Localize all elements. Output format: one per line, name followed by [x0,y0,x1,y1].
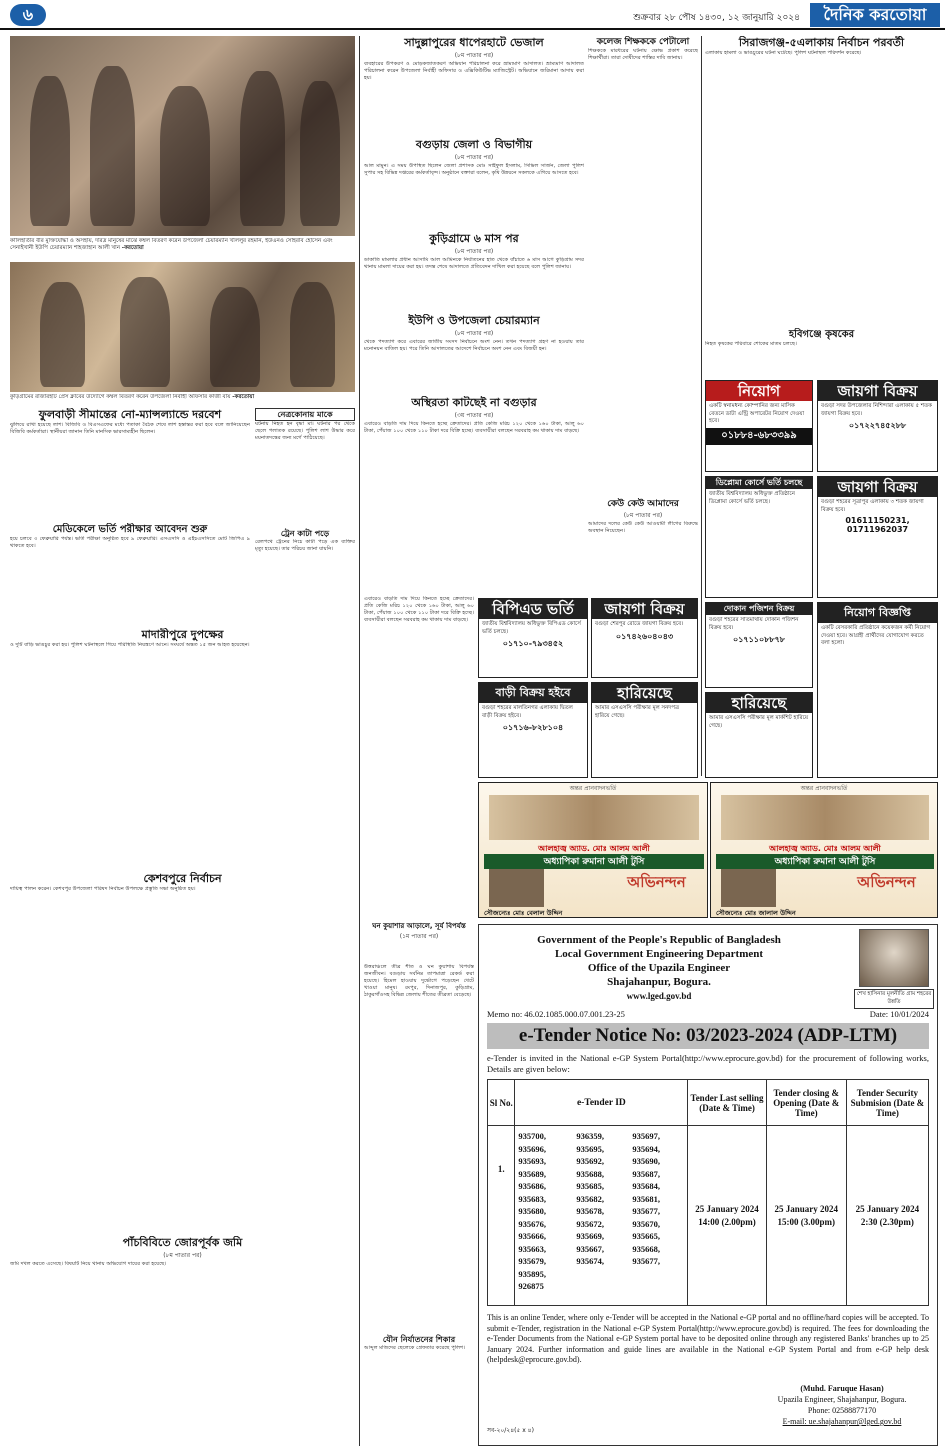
story-continued: (৮ম পাতার পর) [163,1252,202,1259]
table-cell-security: 25 January 2024 2:30 (2.30pm) [846,1126,928,1306]
banner-leader-photos [489,795,699,840]
story-madaripur [10,628,355,868]
ad-title: বিপিএড ভর্তি [479,599,587,619]
story-habiganj [705,328,938,378]
tender-website: www.lged.gov.bd [626,991,692,1001]
ad-bped [478,598,588,678]
ad-title: ডিপ্লোমা কোর্সে ভর্তি চলছে [706,477,812,489]
tender-gov-line-1: Government of the People's Republic of Bangladesh [537,934,781,946]
tender-email: E-mail: ue.shajahanpur@lged.gov.bd [782,1417,902,1426]
ad-title: জায়গা বিক্রয় [818,381,937,401]
story-title: কুড়িগ্রামে ৬ মাস পর [429,232,519,245]
story-title: কলেজ শিক্ষককে পেটালো [596,37,690,47]
story-osthirota [364,396,584,592]
story-title: কেউ কেউ আমাদের [607,499,679,509]
ad-title: নিয়োগ [706,381,812,401]
story-body-lead: এবারেও বাড়তি দাম দিয়ে কিনতে হচ্ছে ক্রেতাদের। প্রতি কেজি মরিচ ১২০ থেকে ১৬০ টাকা, আলু ৬০ টাকা, পেঁয়াজ ১০০ থেকে ১১০ টাকা দরে বিক্রি হচ্ছে। ব্যবসায়ীরা বলছেন সরবরাহ কম থাকায় দাম বাড়ছে। [364,596,474,623]
tender-ref: সব-২০/২৪(৫ x ৪) [487,1427,534,1434]
story-continued: (৮ম পাতার পর) [454,330,494,337]
story-title: ইউপি ও উপজেলা চেয়ারম্যান [408,314,540,327]
story-title: কেশবপুরে নির্বাচন [143,872,222,885]
tender-notice [478,924,938,1446]
story-keshabpur [10,872,355,1232]
tender-signature [757,1383,927,1427]
tender-table-header-row [488,1080,929,1126]
table-header-sl: Sl No. [488,1080,515,1126]
banner-ad-2 [710,782,938,918]
photo-blanket-distribution-1 [10,36,355,236]
story-panchbibi [10,1236,355,1446]
story-body: ডাকাতি মামলার প্রধান আসামি আল আমিনকে নির্যাতনের হাত থেকে বাঁচাতে ৬ মাস আগে কুড়িগ্রাম সদর থানায় মামলা দায়ের করা হয়। তদন্ত শেষে আদালতে প্রতিবেদন দাখিল করা হয়েছে বলে পুলিশ জানায়। [364,257,584,270]
issue-date: শুক্রবার ২৮ পৌষ ১৪৩০, ১২ জানুয়ারি ২০২৪ [633,13,800,23]
ad-title: নিয়োগ বিজ্ঞপ্তি [818,603,937,623]
tender-gov-line-4: Shajahanpur, Bogura. [607,976,711,988]
banner-name-2: অধ্যাপিকা রুমানা আলী টুসি [716,854,934,869]
story-title: হবিগঞ্জে কৃষকের [788,329,855,340]
ad-body: বগুড়া শহরের সাতমাথায় দোকান পজিশন বিক্রয় হবে। [709,617,799,631]
tender-signer-name: (Muhd. Faruque Hasan) [800,1384,884,1393]
tender-gov-line-3: Office of the Upazila Engineer [587,962,731,974]
ad-body: বগুড়া শহরের মালতিনগর এলাকায় দ্বিতল বাড়ী বিক্রয় হইবে। [482,705,573,719]
ad-body: বগুড়া সদর উপজেলার নিশিন্দারা এলাকায় ৫ শতক জায়গা বিক্রয় হবে। [821,403,933,417]
story-title: সিরাজগঞ্জ-৫এলাকায় নির্বাচন পরবর্তী [738,36,905,49]
table-cell-selling: 25 January 2024 14:00 (2.00pm) [688,1126,766,1306]
ad-bari [478,682,588,778]
story-continued: (৮ম পাতার পর) [454,248,494,255]
banner-top-text: অন্তর প্রানবাদনভর্তি [800,785,848,792]
ad-phone: 01611150231, 01711962037 [845,516,910,534]
ad-body: বগুড়া শহরের সূত্রাপুর এলাকায় ৩ শতক জায়গা বিক্রয় হবে। [821,499,924,513]
story-body: হয়ে চলবে ৩ ফেব্রুয়ারি পর্যন্ত। ভর্তি পরীক্ষা অনুষ্ঠিত হবে ৯ ফেব্রুয়ারি। এসএসসি ও এইচএসসিতে মোট জিপিএ ৯ থাকতে হবে। [10,536,250,549]
ad-jayga-3 [591,598,698,678]
story-body: দায়িত্ব পালন করেন। কেশবপুর উপজেলা পরিষদ নির্বাচন উপলক্ষে প্রস্তুতি সভা অনুষ্ঠিত হয়। [10,886,196,892]
story-body: এবারেও বাড়তি দাম দিয়ে কিনতে হচ্ছে ক্রেতাদের। প্রতি কেজি মরিচ ১২০ থেকে ১৬০ টাকা, আলু ৬০ টাকা, পেঁয়াজ ১০০ থেকে ১১০ টাকা দরে বিক্রি হচ্ছে। ব্যবসায়ীরা বলছেন সরবরাহ কম থাকায় দাম বাড়ছে। [364,421,584,434]
banner-name-1: আলহাজ্ব অ্যাড. মোঃ আলম আলী [538,844,650,853]
photo-caption-1: কালিহাতীর বীর মুক্তিযোদ্ধা ও অসহায়, দরিদ্র মানুষের মাঝে কম্বল বিতরণ করেন উপজেলা চেয়ারম্যান খলিলুর রহমান, ইউএনও সোহরাব হোসেন এবং সেনাইখানী ইউপি চেয়ারম্যান শাহজাহান আলী খান -করতোয়া [10,238,333,251]
ad-title: জায়গা বিক্রয় [592,599,697,619]
tender-gov-line-2: Local Government Engineering Department [554,948,764,960]
ad-phone: ০১৭৪২৬০৪০৪৩ [615,631,674,641]
story-title: ট্রেন কাটা পড়ে [280,529,330,538]
banner-sender-photo [489,869,544,907]
story-vhejal [364,36,584,136]
ad-title: হারিয়েছে [592,683,697,703]
story-continued: (৮ম পাতার পর) [454,154,494,161]
ad-body: জাতীয় বিশ্ববিদ্যালয় অধিভুক্ত প্রতিষ্ঠানে ডিপ্লোমা কোর্সে ভর্তি চলছে। [709,491,795,505]
story-continued: (৮ম পাতার পর) [454,52,494,59]
tender-memo: Memo no: 46.02.1085.000.07.001.23-25 [487,1009,625,1019]
tender-ids-column-3: 935697, 935694, 935690, 935687, 935684, 935681, 935677, 935670, 935665, 935668, 935677, [632,1131,661,1266]
table-header-selling: Tender Last selling (Date & Time) [688,1080,766,1126]
ad-title: বাড়ী বিক্রয় হইবে [479,683,587,703]
tender-ids-column-1: 935700, 935696, 935693, 935689, 935686, 935683, 935680, 935676, 935666, 935663, 935679, 935895, 926875 [518,1131,547,1291]
story-ghono-kuasha-body: উত্তরাঞ্চলে তীব্র শীত ও ঘন কুয়াশায় বিপর্যস্ত জনজীবন। বগুড়ায় সর্বনিম্ন তাপমাত্রা রেকর্ড করা হয়েছে। হিমেল হাওয়ায় দুর্ভোগে পড়েছেন খেটে খাওয়া মানুষ। রংপুর, দিনাজপুর, কুড়িগ্রাম, ঠাকুরগাঁওসহ বিভিন্ন জেলায় শীতের তীব্রতা বেড়েছে। [364,964,474,998]
story-body: ব্যবহারের উপকরণ ও মোড়কজাতকরণ অভিযান পরিচালনা করে ভ্রাম্যমাণ আদালত। ভ্রাম্যমাণ আদালত পরিচালনা করেন উপজেলা নির্বাহী অফিসার ও এক্সিকিউটিভ ম্যাজিস্ট্রেট। অভিযানে জরিমানা আদায় করা হয়। [364,61,584,81]
ad-phone: ০১৭২২৭৪৫২৮৮ [848,421,907,430]
ad-dokan [705,602,813,688]
story-body: জমি দখল করতে এসেছে। বিষয়টি নিয়ে থানায় অভিযোগ দায়ের করা হয়েছে। [10,1261,167,1267]
ad-body: জাতীয় বিশ্ববিদ্যালয় অধিভুক্ত বিপিএড কোর্সে ভর্তি চলছে। [482,621,581,635]
banner-name-1: আলহাজ্ব অ্যাড. মোঃ আলম আলী [769,844,881,853]
story-title: পাঁচবিবিতে জোরপূর্বক জমি [122,1236,243,1249]
table-header-tender-id: e-Tender ID [515,1080,688,1126]
story-jouno [364,1334,474,1444]
table-cell-closing: 25 January 2024 15:00 (3.00pm) [766,1126,846,1306]
table-header-closing: Tender closing & Opening (Date & Time) [766,1080,846,1126]
tender-gov-header [479,933,839,1003]
table-row [488,1126,929,1306]
story-kurigram [364,232,584,312]
ad-jayga-1 [817,380,938,472]
story-train [255,528,355,618]
story-title: নেত্রকোনায় মাকে [255,408,355,421]
story-bogura [364,138,584,230]
ad-body: আমার এসএসসি পরীক্ষার মূল সনদপত্র হারিয়ে গেছে। [595,705,680,719]
story-title: মেডিকেলে ভর্তি পরীক্ষার আবেদন শুরু [52,524,208,535]
story-sirajganj [705,36,938,326]
tender-portrait [859,929,929,987]
story-body: এলাকায় হামলা ও ভাঙচুরের ঘটনা ঘটেছে। পুলিশ ঘটনাস্থল পরিদর্শন করেছে। [705,50,862,56]
ad-title: হারিয়েছে [706,693,812,713]
masthead [0,0,945,30]
story-kaikeu [588,498,698,592]
story-title: ফুলবাড়ী সীমান্তের নো-ম্যান্সল্যান্ডে দরবেশ [38,408,222,421]
story-body: নিহত কৃষকের পরিবারে শোকের মাতম চলছে। [705,341,797,347]
banner-name-2: অধ্যাপিকা রুমানা আলী টুসি [484,854,704,869]
ad-phone: ০১৭১১০৮৮৭৮ [733,635,785,644]
story-body: ঘটনায় নিহত হন বৃদ্ধা মা। ঘটনার পর থেকে ছেলে পলাতক রয়েছে। পুলিশ লাশ উদ্ধার করে ময়নাতদন্তের জন্য মর্গে পাঠিয়েছে। [255,421,355,441]
ad-phone: ০১৭১০-৭৯৩৪৫২ [502,639,564,648]
story-medical [10,523,250,623]
story-title: যৌন নির্যাতনের শিকার [382,1335,456,1344]
tender-title: e-Tender Notice No: 03/2023-2024 (ADP-LTM) [487,1023,929,1049]
story-title: বগুড়ায় জেলা ও বিভাগীয় [415,138,533,151]
banner-leader-photos [721,795,929,840]
story-netrokona [255,408,355,523]
table-cell-tender-ids [515,1126,688,1306]
ad-title: জায়গা বিক্রয় [818,477,937,497]
story-body: শিক্ষককে মারধরের ঘটনায় ক্ষোভ প্রকাশ করেছে শিক্ষার্থীরা। তারা দোষীদের শাস্তির দাবি জানায়। [588,48,698,61]
story-up-chairman [364,314,584,394]
banner-greeting: অভিনন্দন [627,873,686,891]
tender-signer-title: Upazila Engineer, Shajahanpur, Bogura. [777,1395,907,1404]
story-body: থেকে পদত্যাগ করে এবারের জাতীয় সংসদ নির্বাচনে অংশ নেন। তখন পদত্যাগ গ্রহণ না হওয়ায় তার মনোনয়ন বাতিল হয়। পরে তিনি আদালতের আদেশে নির্বাচনে অংশ নেন এবং বিজয়ী হন। [364,339,584,352]
column-divider [359,36,360,1446]
banner-sender: সৌজন্যেঃ মোঃ জালাল উদ্দিন [716,909,796,917]
tender-note: This is an online Tender, where only e-Tender will be accepted in the National e-GP portal and no offline/hard copies will be accepted. To submit e-Tender, registration in the National e-GP System Portal(http://www.eprocure.gov.bd) is required. The fees for downloading the e-Tender Documents from the National e-GP System portal have to be deposited online through any registered Banks' branches up to 25 January 2024. Further information and guide lines are available in the National e-GP System Portal and from e-GP help desk (helpdesk@eprocure.gov.bd). [487,1313,929,1364]
table-header-security: Tender Security Submision (Date & Time) [846,1080,928,1126]
story-title: অস্থিরতা কাটছেই না বগুড়ার [411,396,537,409]
photo-blanket-distribution-2 [10,262,355,392]
tender-table [487,1079,929,1306]
banner-sender: সৌজন্যেঃ মোঃ বেলাল উদ্দিন [484,909,563,917]
banner-top-text: অন্তর প্রানবাদনভর্তি [569,785,617,792]
ad-diploma [705,476,813,598]
story-ghono-kuasha [364,922,474,962]
tender-badge: শেখ হাসিনার মূলনীতি গ্রাম শহরের উন্নতি [854,989,934,1009]
story-college [588,36,698,496]
story-continued: (৮ম পাতার পর) [623,512,663,519]
banner-ad-1 [478,782,708,918]
ad-title: দোকান পজিশন বিক্রয় [706,603,812,615]
ad-phone: ০১৭১৬-৮২৮১০৪ [502,723,564,732]
story-body: ও দুটি বাড়ি ভাঙচুর করা হয়। পুলিশ ঘটনাস্থলে গিয়ে পরিস্থিতি নিয়ন্ত্রণে আনে। সংঘর্ষে অন্তত ১৫ জন আহত হয়েছেন। [10,642,250,648]
story-body: ঝুলিয়ে রাখা হয়েছে লাশ। বিজিবি ও বিএসএফের মধ্যে পতাকা বৈঠক শেষে লাশ হস্তান্তর করা হবে বলে জানিয়েছেন বিজিবি কর্মকর্তারা। স্থানীয়রা জানান তিনি মানসিক ভারসাম্যহীন ছিলেন। [10,422,250,435]
story-body: আল মামুন। এ সময় উপস্থিত ছিলেন জেলা প্রশাসক মোঃ সাইফুল ইসলাম, সিভিল সার্জন, জেলা পুলিশ সুপার সহ বিভিন্ন দপ্তরের কর্মকর্তাবৃন্দ। অনুষ্ঠানে বক্তারা বলেন, কৃষি উন্নয়নে সকলকে এগিয়ে আসতে হবে। [364,163,584,176]
tender-intro: e-Tender is invited in the National e-GP System Portal(http://www.eprocure.gov.bd) for the procurement of following works, Details are given below: [487,1053,929,1074]
ad-body: আমার এসএসসি পরীক্ষার মূল মার্কশিট হারিয়ে গেছে। [709,715,809,729]
story-body: আব্দুল মজিদের ছেলেকে গ্রেফতার করেছে পুলিশ। [364,1345,466,1351]
story-title: ঘন কুয়াশার আড়ালে, সূর্য বিপর্যস্ত [372,922,466,930]
table-cell-sl: 1. [488,1126,515,1306]
column-divider [701,36,702,776]
ad-jayga-2 [817,476,938,598]
story-title: সাদুল্লাপুরের ধাপেরহাটে ভেজাল [404,36,544,49]
photo-caption-2: কুড়িগ্রামের রাজারহাট প্রেস ক্লাবের উদ্যোগে কম্বল বিতরণ করেন উপজেলা নির্বাহী অফিসার কাজী বায় -করতোয়া [10,394,255,400]
tender-phone: Phone: 02588877170 [807,1406,877,1415]
ad-body: একটি স্বনামধন্য কোম্পানির জন্য মাসিক বেতনে ডাটা এন্ট্রি অপারেটর নিয়োগ দেওয়া হবে। [709,403,805,424]
tender-ids-column-2: 936359, 935695, 935692, 935688, 935685, 935682, 935678, 935672, 935669, 935667, 935674, [576,1131,605,1266]
ad-hariyeche-1 [591,682,698,778]
story-title: মাদারীপুরে দুপক্ষের [141,628,224,641]
story-continued: (৩য় পাতার পর) [454,412,494,419]
ad-niyog-biggopti [817,602,938,778]
tender-date: Date: 10/01/2024 [869,1009,929,1019]
ad-niyog [705,380,813,472]
ad-phone: ০১৮৮৪-৬৮৩৩৯৯ [706,428,812,445]
ad-body: বগুড়া শেরপুর রোডে জায়গা বিক্রয় হবে। [595,621,684,627]
story-body: আমাদের দলের কেউ কেউ আওয়ামী লীগের বিরুদ্ধে অবস্থান নিয়েছেন। [588,521,698,534]
story-continued: (১ম পাতার পর) [399,933,439,940]
paper-logo: দৈনিক করতোয়া [810,3,940,27]
ad-body: একটি বেসরকারি প্রতিষ্ঠানে কয়েকজন কর্মী নিয়োগ দেওয়া হবে। আগ্রহী প্রার্থীদের যোগাযোগ করতে বলা হলো। [821,625,931,646]
story-fulbari [10,408,250,518]
banner-sender-photo [721,869,776,907]
banner-greeting: অভিনন্দন [857,873,916,891]
ad-hariyeche-2 [705,692,813,778]
story-kuasha [364,596,474,782]
page-number-badge: ৬ [10,4,46,26]
story-body: রেলপথে ট্রেনের নিচে কাটা পড়ে এক ব্যক্তির মৃত্যু হয়েছে। তার পরিচয় জানা যায়নি। [255,539,355,552]
